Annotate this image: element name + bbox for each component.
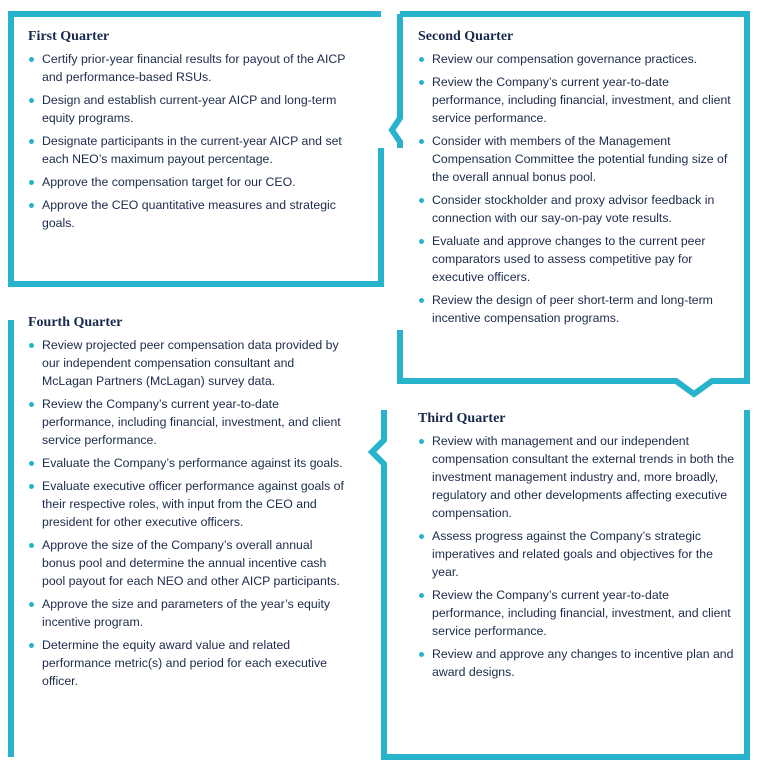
third-quarter-title: Third Quarter <box>418 411 506 426</box>
list-item: Approve the CEO quantitative measures and strategic goals. <box>28 196 358 232</box>
list-item: Review our compensation governance practices. <box>418 50 740 68</box>
list-item: Certify prior-year financial results for payout of the AICP and performance-based RSUs. <box>28 50 358 86</box>
first-quarter-list <box>28 50 358 232</box>
list-item: Review the Company’s current year-to-date performance, including financial, investment, and client service performance. <box>28 395 348 449</box>
list-item: Assess progress against the Company’s strategic imperatives and related goals and objectives for the year. <box>418 527 740 581</box>
list-item: Approve the size of the Company’s overall annual bonus pool and determine the annual incentive cash pool payout for each NEO and other AICP participants. <box>28 536 348 590</box>
fourth-quarter-list <box>28 336 348 690</box>
list-item: Review the Company’s current year-to-date performance, including financial, investment, and client service performance. <box>418 73 740 127</box>
list-item: Determine the equity award value and related performance metric(s) and period for each executive officer. <box>28 636 348 690</box>
second-quarter-title: Second Quarter <box>418 29 514 44</box>
list-item: Evaluate the Company’s performance against its goals. <box>28 454 348 472</box>
list-item: Design and establish current-year AICP and long-term equity programs. <box>28 91 358 127</box>
list-item: Approve the size and parameters of the year’s equity incentive program. <box>28 595 348 631</box>
fourth-quarter-section <box>28 314 348 695</box>
first-quarter-section <box>28 28 358 237</box>
list-item: Review with management and our independent compensation consultant the external trends in both the investment management industry and, more broadly, regulatory and other developments affecting executive compensation. <box>418 432 740 522</box>
third-quarter-list <box>418 432 740 681</box>
third-quarter-section <box>418 410 740 686</box>
first-quarter-title: First Quarter <box>28 29 110 44</box>
list-item: Review and approve any changes to incentive plan and award designs. <box>418 645 740 681</box>
list-item: Evaluate executive officer performance against goals of their respective roles, with input from the CEO and president for other executive officers. <box>28 477 348 531</box>
list-item: Approve the compensation target for our CEO. <box>28 173 358 191</box>
list-item: Evaluate and approve changes to the current peer comparators used to assess competitive pay for executive officers. <box>418 232 740 286</box>
list-item: Review the Company’s current year-to-date performance, including financial, investment, and client service performance. <box>418 586 740 640</box>
second-quarter-section <box>418 28 740 332</box>
list-item: Review the design of peer short-term and long-term incentive compensation programs. <box>418 291 740 327</box>
list-item: Designate participants in the current-year AICP and set each NEO’s maximum payout percentage. <box>28 132 358 168</box>
list-item: Review projected peer compensation data provided by our independent compensation consultant and McLagan Partners (McLagan) survey data. <box>28 336 348 390</box>
second-quarter-list <box>418 50 740 327</box>
list-item: Consider with members of the Management Compensation Committee the potential funding size of the overall annual bonus pool. <box>418 132 740 186</box>
fourth-quarter-title: Fourth Quarter <box>28 315 123 330</box>
list-item: Consider stockholder and proxy advisor feedback in connection with our say-on-pay vote results. <box>418 191 740 227</box>
